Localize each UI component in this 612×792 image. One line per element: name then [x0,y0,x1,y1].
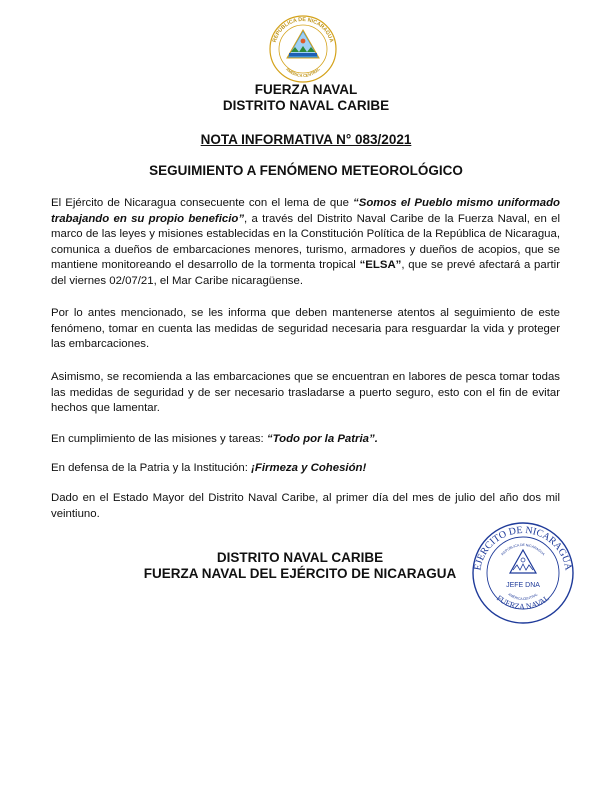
body-paragraph-6: Dado en el Estado Mayor del Distrito Naval Caribe, al primer día del mes de julio del año dos mil veintiuno. [51,492,560,520]
nicaragua-coat-of-arms-icon [268,14,338,84]
header-line-distrito: DISTRITO NAVAL CARIBE [222,98,390,113]
svg-text:FUERZA NAVAL [495,593,551,611]
p1-middle: , a través del Distrito Naval Caribe de la Fuerza Naval, en el marco de las leyes y misiones establecidas en la Constitución Política de la República de Nicaragua, comunica a dueños de embarcaciones menores, turismo, armadores y dueños de acopios, que se mantiene monitoreando el desarrollo de la tormenta tropical [51,212,560,272]
stamp-text-top: EJÉRCITO DE NICARAGUA [472,524,574,572]
svg-text:AMÉRICA CENTRAL [285,66,321,78]
emblem-text-bottom: AMÉRICA CENTRAL [284,66,322,79]
stamp-jefe: JEFE DNA [506,582,540,589]
stamp-inner-bottom: AMÉRICA CENTRAL [507,592,539,602]
body-paragraph-2: Por lo antes mencionado, se les informa que deben mantenerse atentos al seguimiento de este fenómeno, tomar en cuenta las medidas de seguridad necesaria para resguardar la vida y proteger las embarcaciones. [51,307,560,351]
storm-name: “ELSA” [359,259,402,272]
stamp-text-bottom: FUERZA NAVAL [494,593,552,612]
signature-line-1: DISTRITO NAVAL CARIBE [216,550,384,565]
header-line-fuerza-naval: FUERZA NAVAL [254,82,358,97]
slogan-firmeza: ¡Firmeza y Cohesión! [251,462,367,474]
body-paragraph-1 [51,196,560,290]
emblem-text-top: REPÚBLICA DE NICARAGUA [271,16,335,44]
official-stamp-icon [470,520,576,626]
signature-line-2: FUERZA NAVAL DEL EJÉRCITO DE NICARAGUA [143,566,457,581]
slogan-todo-por-la-patria: “Todo por la Patria”. [266,433,378,445]
p1-end: , que se prevé afectará a partir del viernes 02/07/21, el Mar Caribe nicaragüense. [51,259,560,287]
army-motto: “Somos el Pueblo mismo uniformado trabajando en su propio beneficio” [51,197,560,225]
p5-text: En defensa de la Patria y la Institución: [51,462,252,474]
stamp-inner-top: REPÚBLICA DE NICARAGUA [500,542,546,557]
document-subject: SEGUIMIENTO A FENÓMENO METEOROLÓGICO [149,163,463,178]
svg-text:AMÉRICA CENTRAL [507,592,538,601]
p4-text: En cumplimiento de las misiones y tareas: [51,433,267,445]
p1-intro: El Ejército de Nicaragua consecuente con el lema de que [51,197,354,209]
body-paragraph-3: Asimismo, se recomienda a las embarcaciones que se encuentran en labores de pesca tomar todas las medidas de seguridad y de ser necesario trasladarse a puerto seguro, esto con el fin de evitar hechos que lamentar. [51,371,560,415]
document-number: NOTA INFORMATIVA N° 083/2021 [200,132,412,147]
body-paragraph-4 [51,432,560,448]
body-paragraph-5 [51,461,560,477]
